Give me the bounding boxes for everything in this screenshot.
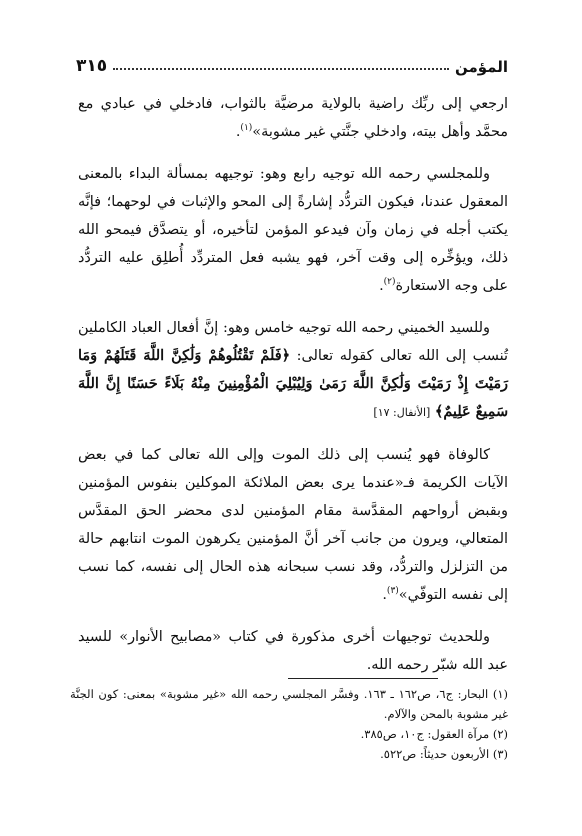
paragraph-1-text: ارجعي إلى ربِّك راضية بالولاية مرضيَّة بالثواب، فادخلي في عبادي مع محمَّد وأهل بيته، وادخلي جنَّتي غير مشوبة»	[78, 96, 508, 140]
paragraph-5	[78, 623, 508, 679]
footnote-ref-3: (٣)	[386, 586, 399, 597]
chapter-title: المؤمن	[454, 58, 508, 76]
paragraph-5-text: وللحديث توجيهات أخرى مذكورة في كتاب «مصابيح الأنوار» للسيد عبد الله شبّر رحمه الله.	[78, 629, 508, 673]
footnote-ref-1: (١)	[240, 123, 253, 134]
paragraph-4-text: كالوفاة فهو يُنسب إلى ذلك الموت وإلى الله تعالى كما في بعض الآيات الكريمة فـ«عندما يرى بعض الملائكة الموكلين بنفوس المؤمنين وبقبض أرواحهم المقدَّسة مقام المؤمنين لدى محضر الحق المقدَّس المتعالي، ويرون من جانب آخر أنَّ المؤمنين يكرهون الموت انتابهم حالة من التزلزل والتردُّد، وقد نسب سبحانه هذه الحال إلى نفسه، كما نسب إلى نفسه التوفّي»	[78, 447, 508, 603]
paragraph-3-text: وللسيد الخميني رحمه الله توجيه خامس وهو: إنَّ أفعال العباد الكاملين تُنسب إلى الله تعالى كقوله تعالى:	[78, 320, 508, 364]
paragraph-3	[78, 314, 508, 427]
page-number: ٣١٥	[76, 56, 108, 76]
verse-reference: [الأنفال: ١٧]	[373, 406, 431, 419]
paragraph-2-text: وللمجلسي رحمه الله توجيه رابع وهو: توجيهه بمسألة البداء بالمعنى المعقول عندنا، فيكون التردُّد إشارةً إلى المحو والإثبات في لوحهما؛ فإنَّه يكتب أجله في زمان وآن فيدعو المؤمن لتأخيره، أو يتصدَّق فيمحو الله ذلك، ويؤخِّره إلى وقت آخر، فهو يشبه فعل المتردِّد أُطلِق عليه التردُّد على وجه الاستعارة	[78, 166, 508, 294]
footnotes	[70, 684, 508, 764]
footnote-1: (١) البحار: ج٦، ص١٦٢ ـ ١٦٣. وفسَّر المجلسي رحمه الله «غير مشوبة» بمعنى: كون الجنَّة غير مشوبة بالمحن والآلام.	[70, 687, 508, 721]
paragraph-2: وللمجلسي رحمه الله توجيه رابع وهو: توجيهه بمسألة البداء بالمعنى المعقول عندنا، فيكون التردُّد إشارةً إلى المحو والإثبات في لوحهما؛ فإنَّه يكتب أجله في زمان وآن فيدعو المؤمن لتأخيره، أو يتصدَّق فيمحو الله ذلك، ويؤخِّره إلى وقت آخر، فهو يشبه فعل المتردِّد أُطلِق عليه التردُّد على وجه الاستعارة$^{(٢)}$.	[78, 166, 508, 294]
paragraph-4: كالوفاة فهو يُنسب إلى ذلك الموت وإلى الله تعالى كما في بعض الآيات الكريمة فـ«عندما يرى بعض الملائكة الموكلين بنفوس المؤمنين وبقبض أرواحهم المقدَّسة مقام المؤمنين لدى محضر الحق المقدَّس المتعالي، ويرون من جانب آخر أنَّ المؤمنين يكرهون الموت انتابهم حالة من التزلزل والتردُّد، وقد نسب سبحانه هذه الحال إلى نفسه، كما نسب إلى نفسه التوفّي»$^{(٣)}$.	[78, 447, 508, 603]
footnote-2: (٢) مرآة العقول: ج١٠، ص٣٨٥.	[360, 727, 508, 741]
main-text	[78, 90, 508, 693]
running-header	[76, 50, 508, 76]
header-dot-leader	[113, 68, 449, 70]
paragraph-1: ارجعي إلى ربِّك راضية بالولاية مرضيَّة بالثواب، فادخلي في عبادي مع محمَّد وأهل بيته، وادخلي جنَّتي غير مشوبة»$^{(١)}$.	[78, 96, 508, 140]
footnote-divider	[288, 678, 438, 679]
quran-verse: ﴿فَلَمْ تَقْتُلُوهُمْ وَلَٰكِنَّ اللَّهَ قَتَلَهُمْ وَمَا رَمَيْتَ إِذْ رَمَيْتَ وَلَٰكِنَّ اللَّهَ رَمَىٰ وَلِيُبْلِيَ الْمُؤْمِنِينَ مِنْهُ بَلَاءً حَسَنًا إِنَّ اللَّهَ سَمِيعٌ عَلِيمٌ﴾	[78, 347, 508, 420]
footnote-ref-2: (٢)	[383, 277, 396, 288]
footnote-3: (٣) الأربعون حديثاً: ص٥٢٢.	[380, 747, 508, 761]
